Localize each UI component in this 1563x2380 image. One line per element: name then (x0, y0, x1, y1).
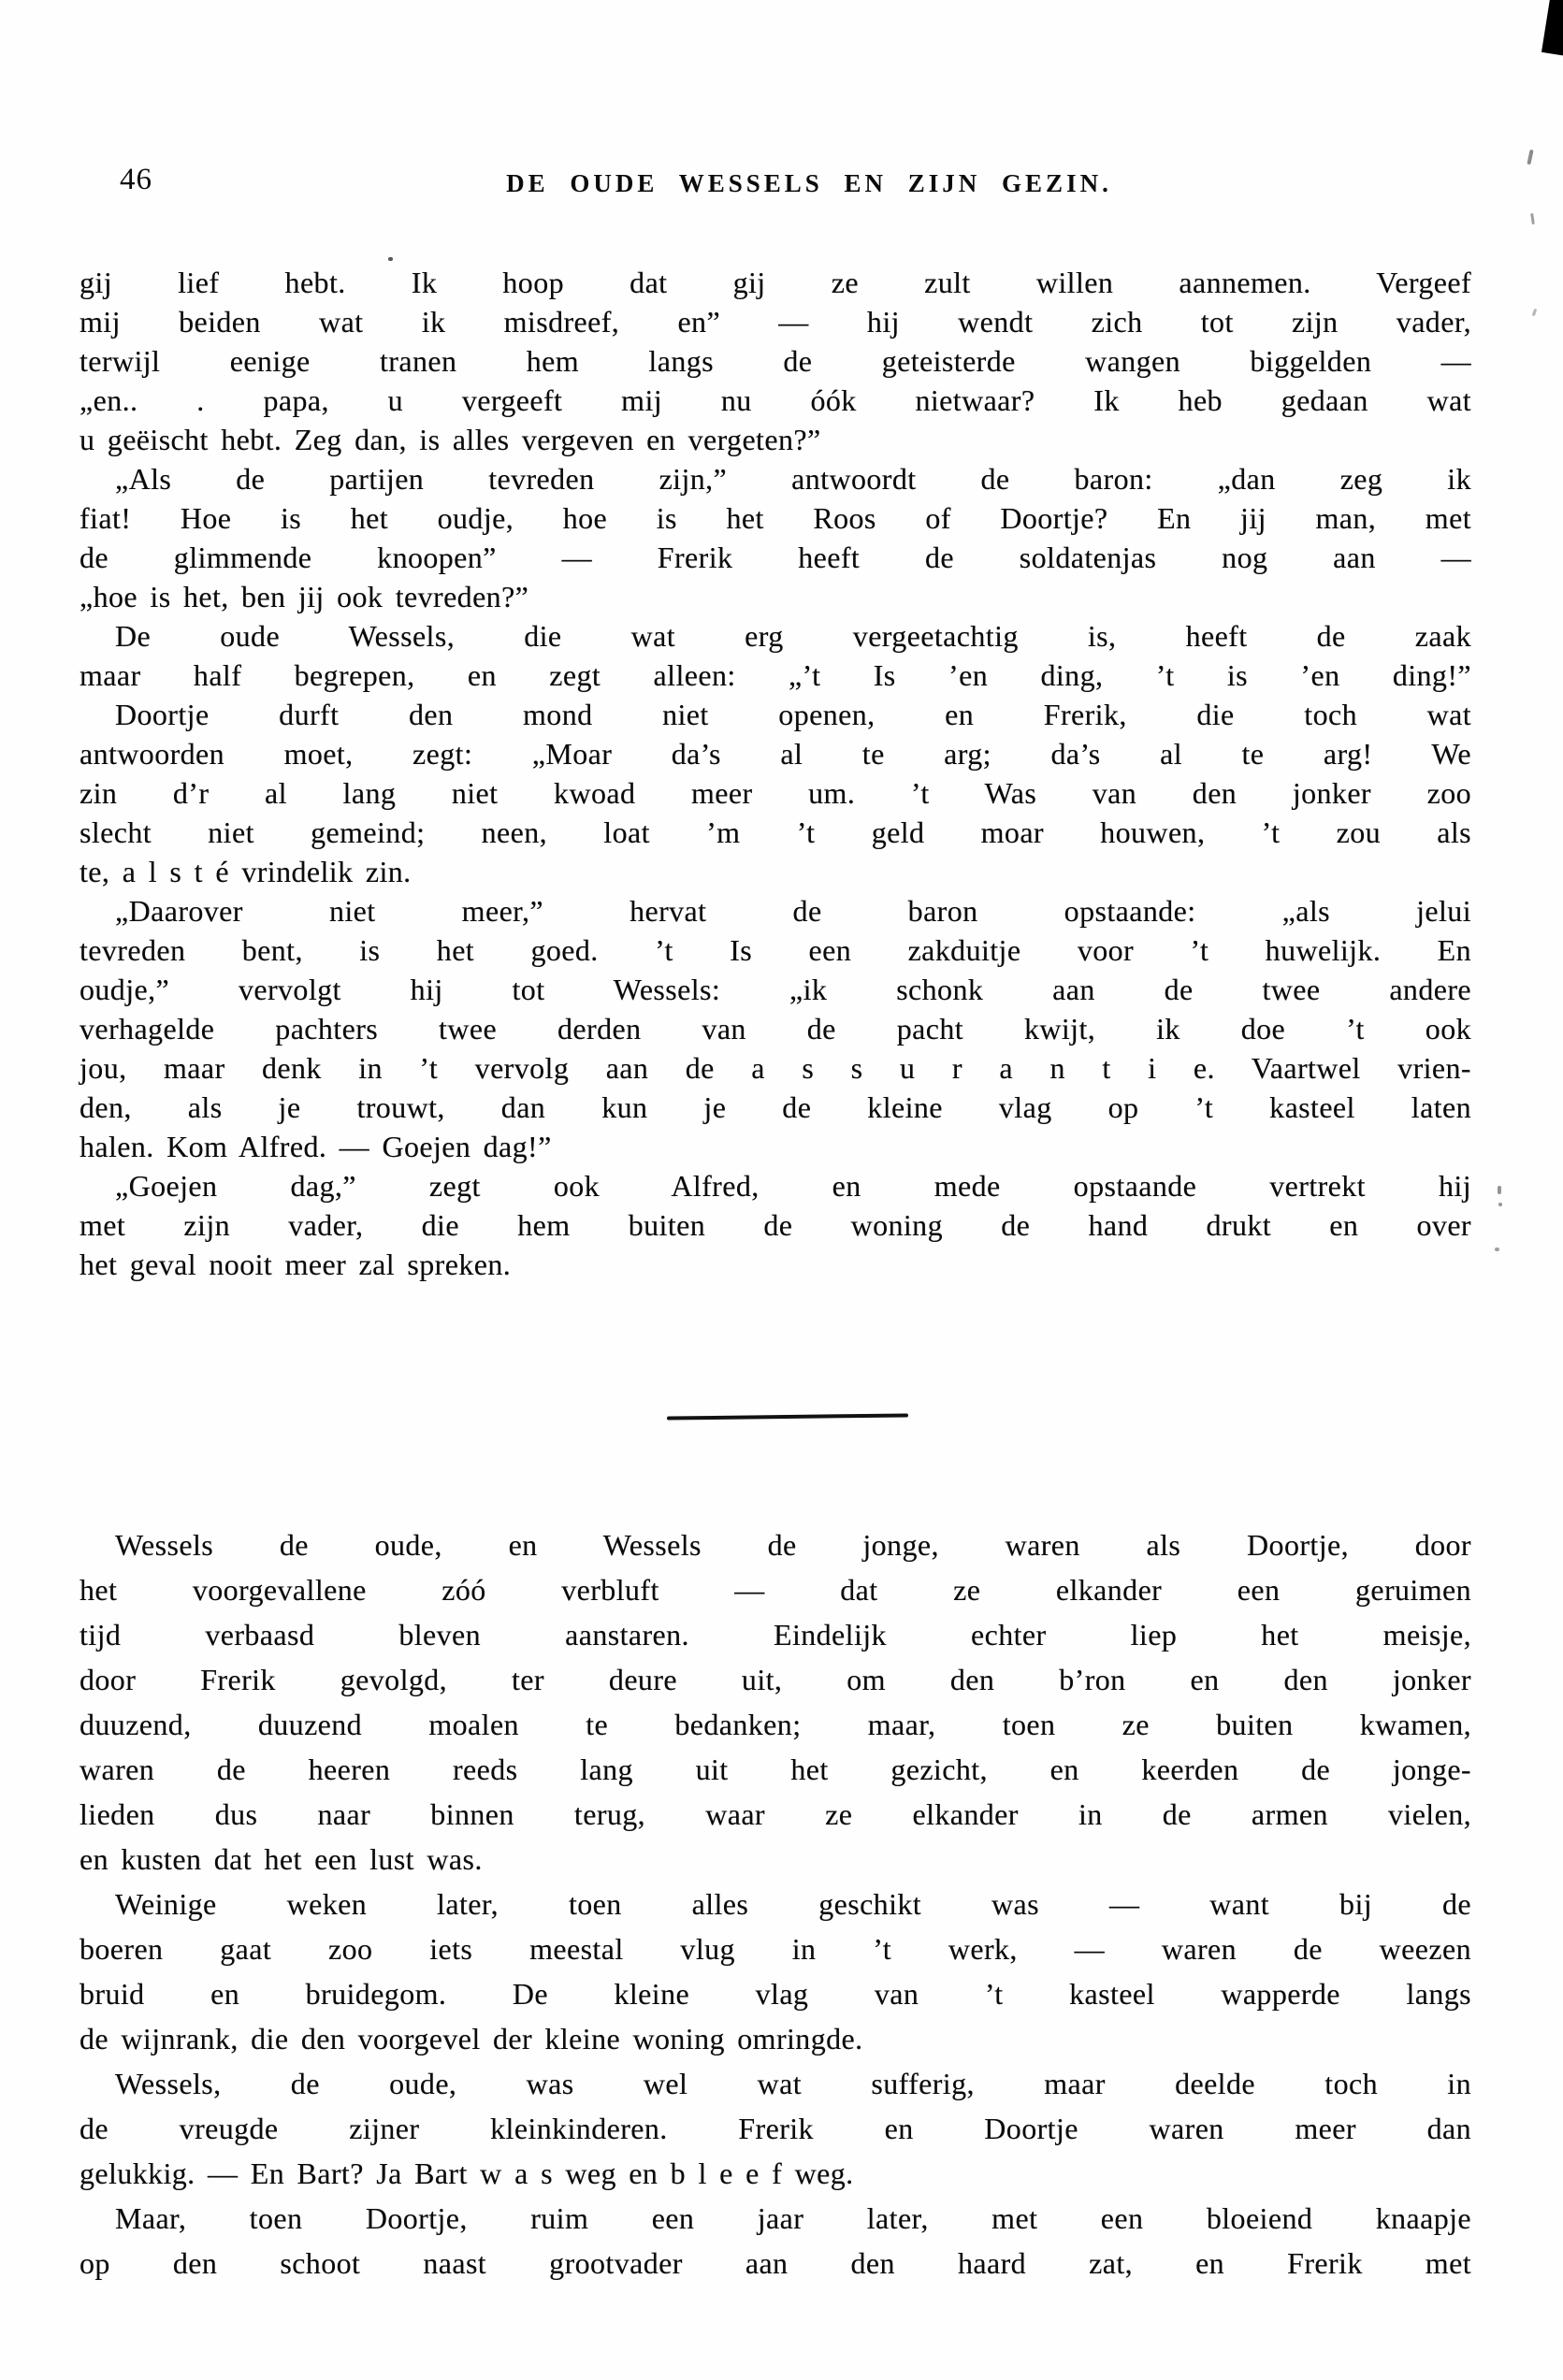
text-line: u geëischt hebt. Zeg dan, is alles vergeven en vergeten?” (80, 423, 821, 456)
text-line: „hoe is het, ben jij ook tevreden?” (80, 580, 529, 613)
ink-speck (1495, 1248, 1499, 1251)
text-line: Wessels, de oude, was wel wat sufferig, maar deelde toch in (115, 2067, 1471, 2100)
text-line: mij beiden wat ik misdreef, en” — hij wendt zich tot zijn vader, (80, 305, 1471, 339)
text-line: terwijl eenige tranen hem langs de geteisterde wangen biggelden — (80, 344, 1471, 378)
text-line: boeren gaat zoo iets meestal vlug in ’t werk, — waren de weezen (80, 1932, 1471, 1966)
text-line: lieden dus naar binnen terug, waar ze elkander in de armen vielen, (80, 1797, 1471, 1831)
text-line: de vreugde zijner kleinkinderen. Frerik en Doortje waren meer dan (80, 2112, 1471, 2145)
text-line: maar half begrepen, en zegt alleen: „’t Is ’en ding, ’t is ’en ding!” (80, 658, 1471, 692)
text-line: zin d’r al lang niet kwoad meer um. ’t Was van den jonker zoo (80, 776, 1471, 810)
text-section-1 (80, 263, 1471, 1284)
text-line: met zijn vader, die hem buiten de woning de hand drukt en over (80, 1208, 1471, 1242)
text-line: verhagelde pachters twee derden van de pacht kwijt, ik doe ’t ook (80, 1012, 1471, 1046)
text-line: De oude Wessels, die wat erg vergeetachtig is, heeft de zaak (115, 619, 1471, 653)
section-divider (667, 1413, 908, 1420)
text-line: „Als de partijen tevreden zijn,” antwoordt de baron: „dan zeg ik (115, 462, 1471, 496)
text-line: het geval nooit meer zal spreken. (80, 1248, 512, 1281)
text-line: gelukkig. — En Bart? Ja Bart w a s weg en b l e e f weg. (80, 2156, 854, 2190)
text-line: gij lief hebt. Ik hoop dat gij ze zult willen aannemen. Vergeef (80, 266, 1471, 299)
text-line: oudje,” vervolgt hij tot Wessels: „ik schonk aan de twee andere (80, 973, 1471, 1006)
ink-speck (1530, 213, 1535, 224)
text-line: Wessels de oude, en Wessels de jonge, waren als Doortje, door (115, 1528, 1471, 1562)
text-line: te, a l s t é vrindelik zin. (80, 855, 412, 888)
text-line: slecht niet gemeind; neen, loat ’m ’t geld moar houwen, ’t zou als (80, 815, 1471, 849)
text-line: halen. Kom Alfred. — Goejen dag!” (80, 1130, 552, 1163)
text-line: fiat! Hoe is het oudje, hoe is het Roos of Doortje? En jij man, met (80, 501, 1471, 535)
text-line: op den schoot naast grootvader aan den haard zat, en Frerik met (80, 2246, 1471, 2280)
scan-artifact-corner (1541, 0, 1563, 55)
text-line: waren de heeren reeds lang uit het gezicht, en keerden de jonge- (80, 1753, 1471, 1786)
ink-speck (1498, 1186, 1501, 1194)
text-line: „Daarover niet meer,” hervat de baron opstaande: „als jelui (115, 894, 1471, 928)
text-line: tijd verbaasd bleven aanstaren. Eindelijk echter liep het meisje, (80, 1618, 1471, 1652)
text-line: duuzend, duuzend moalen te bedanken; maar, toen ze buiten kwamen, (80, 1708, 1471, 1741)
text-line: antwoorden moet, zegt: „Moar da’s al te arg; da’s al te arg! We (80, 737, 1471, 771)
page-number: 46 (120, 163, 152, 196)
text-section-2 (80, 1522, 1471, 2286)
text-line: „en.. . papa, u vergeeft mij nu óók nietwaar? Ik heb gedaan wat (80, 383, 1471, 417)
ink-speck (388, 257, 393, 261)
ink-speck (1498, 1203, 1502, 1206)
text-line: de wijnrank, die den voorgevel der kleine woning omringde. (80, 2022, 863, 2055)
ink-speck (1527, 150, 1533, 165)
text-line: bruid en bruidegom. De kleine vlag van ’t kasteel wapperde langs (80, 1977, 1471, 2011)
text-line: jou, maar denk in ’t vervolg aan de a s s u r a n t i e. Vaartwel vrien- (80, 1051, 1471, 1085)
text-line: het voorgevallene zóó verbluft — dat ze elkander een geruimen (80, 1573, 1471, 1607)
text-line: tevreden bent, is het goed. ’t Is een zakduitje voor ’t huwelijk. En (80, 933, 1471, 967)
text-line: Maar, toen Doortje, ruim een jaar later, met een bloeiend knaapje (115, 2201, 1471, 2235)
text-line: en kusten dat het een lust was. (80, 1842, 483, 1876)
running-header: DE OUDE WESSELS EN ZIJN GEZIN. (506, 169, 1112, 197)
text-line: de glimmende knoopen” — Frerik heeft de soldatenjas nog aan — (80, 541, 1471, 574)
text-line: door Frerik gevolgd, ter deure uit, om den b’ron en den jonker (80, 1663, 1471, 1696)
text-line: Weinige weken later, toen alles geschikt was — want bij de (115, 1887, 1471, 1921)
text-line: den, als je trouwt, dan kun je de kleine vlag op ’t kasteel laten (80, 1090, 1471, 1124)
ink-speck (1532, 309, 1538, 317)
text-line: Doortje durft den mond niet openen, en Frerik, die toch wat (115, 698, 1471, 731)
text-line: „Goejen dag,” zegt ook Alfred, en mede opstaande vertrekt hij (115, 1169, 1471, 1203)
